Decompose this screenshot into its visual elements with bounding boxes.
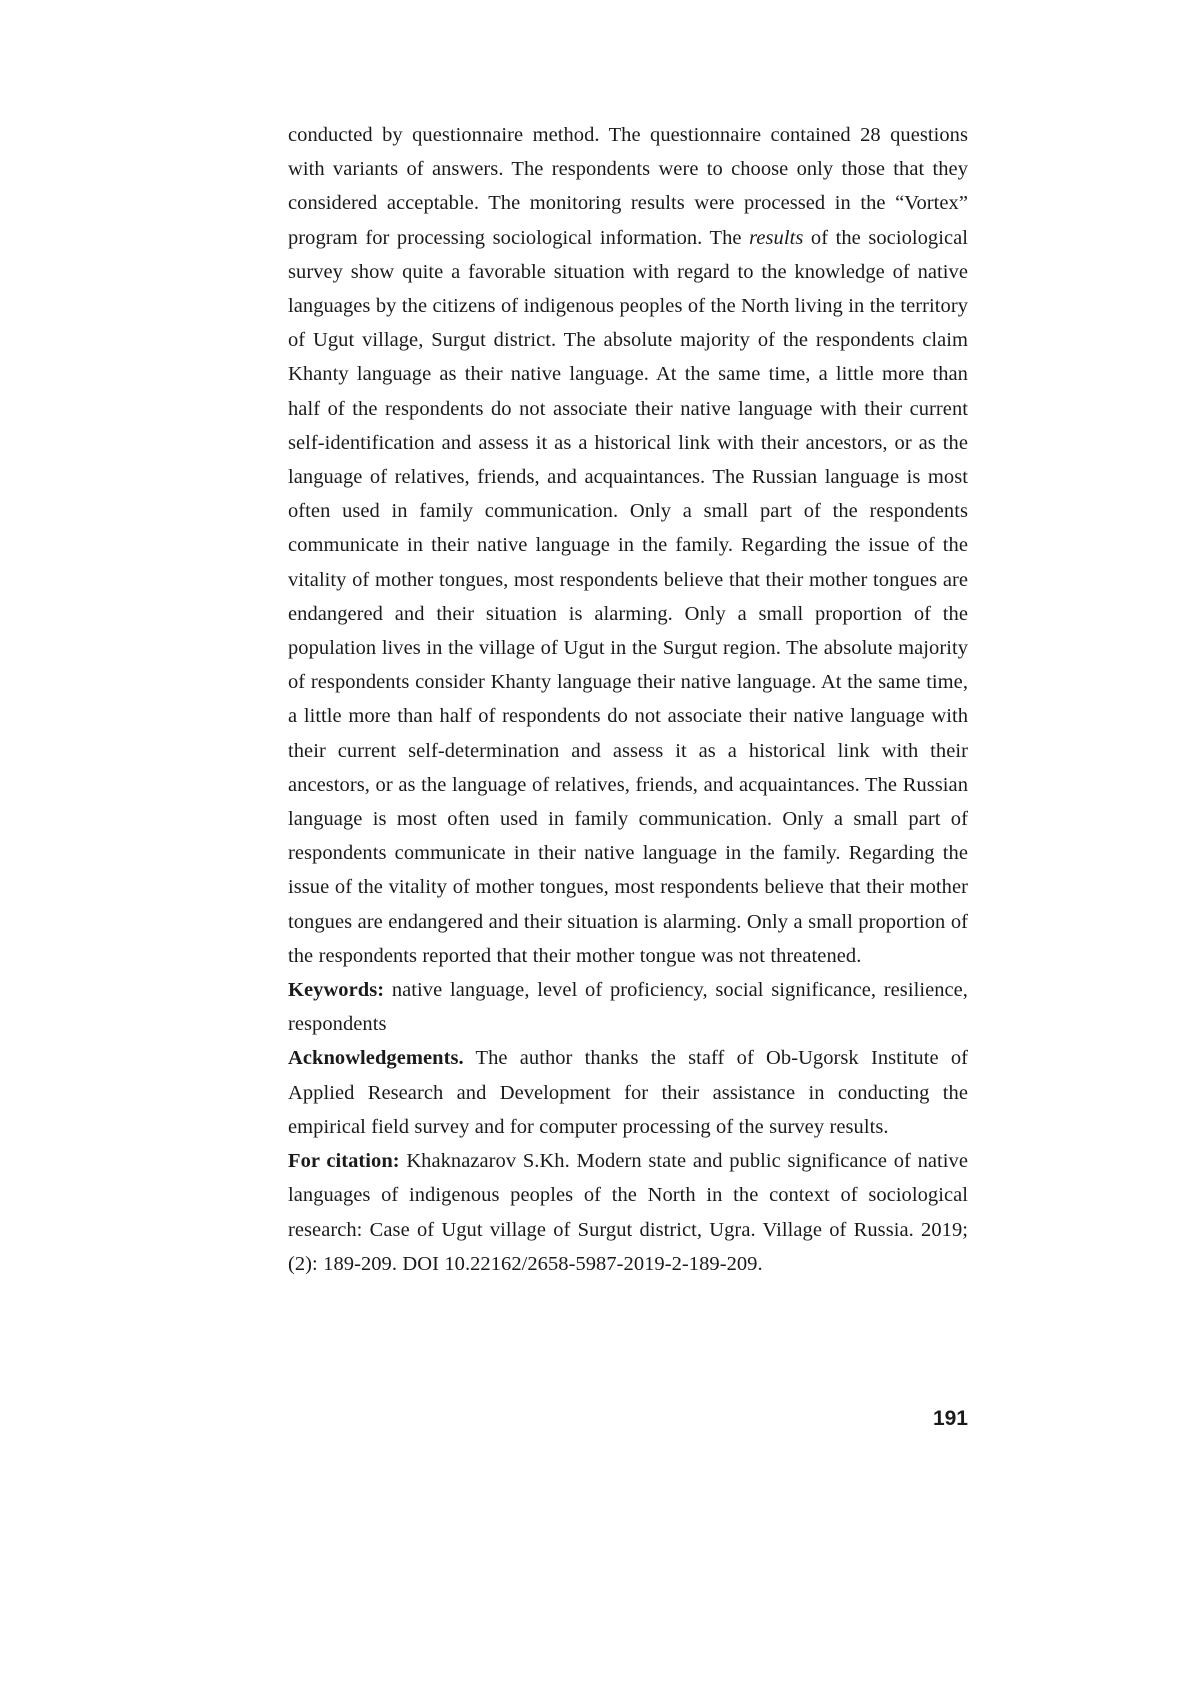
page-content: [288, 118, 968, 1281]
body-text-part-1: conducted by questionnaire method. The questionnaire contained 28 questions with variants of answers. The respondents were to choose only those that they considered acceptable. The monitoring results were processed in the “Vortex” program for processing sociological information. The: [288, 124, 968, 249]
body-text-italic-results: results: [749, 226, 804, 249]
citation-label: For citation:: [288, 1150, 400, 1173]
acknowledgements-text: The author thanks the staff of Ob-Ugorsk Institute of Applied Research and Development for their assistance in conducting the empirical field survey and for computer processing of the survey results.: [288, 1047, 968, 1138]
keywords-text: native language, level of proficiency, social significance, resilience, respondents: [288, 979, 968, 1036]
body-text-part-2: of the sociological survey show quite a favorable situation with regard to the knowledge of native languages by the citizens of indigenous peoples of the North living in the territory of Ugut village, Surgut district. The absolute majority of the respondents claim Khanty language as their native language. At the same time, a little more than half of the respondents do not associate their native language with their current self-identification and assess it as a historical link with their ancestors, or as the language of relatives, friends, and acquaintances. The Russian language is most often used in family communication. Only a small part of the respondents communicate in their native language in the family. Regarding the issue of the vitality of mother tongues, most respondents believe that their mother tongues are endangered and their situation is alarming. Only a small proportion of the population lives in the village of Ugut in the Surgut region. The absolute majority of respondents consider Khanty language their native language. At the same time, a little more than half of respondents do not associate their native language with their current self-determination and assess it as a historical link with their ancestors, or as the language of relatives, friends, and acquaintances. The Russian language is most often used in family communication. Only a small part of respondents communicate in their native language in the family. Regarding the issue of the vitality of mother tongues, most respondents believe that their mother tongues are endangered and their situation is alarming. Only a small proportion of the respondents reported that their mother tongue was not threatened.: [288, 226, 969, 967]
keywords-label: Keywords:: [288, 979, 385, 1002]
citation-text: Khaknazarov S.Kh. Modern state and public significance of native languages of indigenous peoples of the North in the context of sociological research: Case of Ugut village of Surgut district, Ugra. Village of Russia. 2019; (2): 189-209. DOI 10.22162/2658-5987-2019-2-189-209.: [288, 1150, 968, 1275]
page-number: 191: [932, 1407, 968, 1430]
acknowledgements-label: Acknowledgements.: [288, 1047, 464, 1070]
body-paragraph: [288, 118, 968, 973]
keywords-paragraph: [288, 973, 968, 1041]
acknowledgements-paragraph: [288, 1041, 968, 1144]
citation-paragraph: [288, 1144, 968, 1281]
